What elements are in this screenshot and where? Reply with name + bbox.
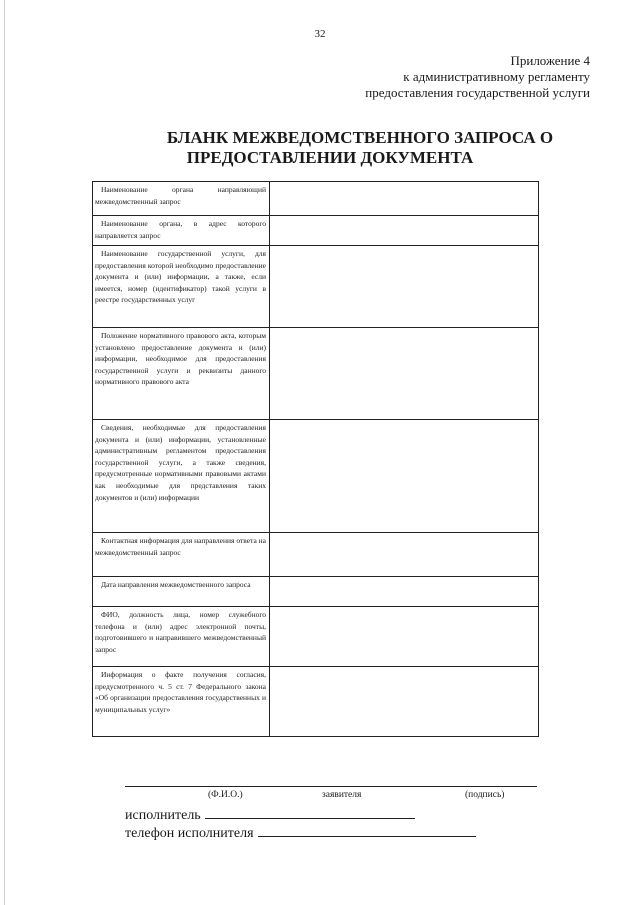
appendix-header xyxy=(365,53,590,101)
table-row xyxy=(93,420,539,533)
row-value-field[interactable] xyxy=(270,607,539,667)
table-row xyxy=(93,577,539,607)
row-value-field[interactable] xyxy=(270,420,539,533)
signature-line[interactable] xyxy=(125,786,537,787)
form-title xyxy=(0,128,640,168)
executor-row xyxy=(125,806,415,824)
table-row xyxy=(93,328,539,420)
table-row xyxy=(93,182,539,216)
row-value-field[interactable] xyxy=(270,577,539,607)
row-value-field[interactable] xyxy=(270,182,539,216)
row-value-field[interactable] xyxy=(270,216,539,246)
applicant-caption: заявителя xyxy=(322,790,362,800)
row-label: Информация о факте получения согласия, предусмотренного ч. 5 ст. 7 Федерального закона «Об организации предоставления государственных и муниципальных услуг» xyxy=(93,667,270,737)
row-label: Контактная информация для направления ответа на межведомственный запрос xyxy=(93,533,270,577)
appendix-line: к административному регламенту xyxy=(403,69,590,84)
executor-phone-label: телефон исполнителя xyxy=(125,826,254,841)
executor-phone-field[interactable] xyxy=(258,824,476,837)
signature-caption: (подпись) xyxy=(465,790,505,800)
executor-field[interactable] xyxy=(205,806,415,819)
appendix-line: Приложение 4 xyxy=(510,53,590,68)
row-label: Положение нормативного правового акта, которым установлено предоставление документа и (или) информации, необходимое для предоставления государственной услуги и реквизиты данного нормативного правового акта xyxy=(93,328,270,420)
row-label: Наименование органа направляющий межведомственный запрос xyxy=(93,182,270,216)
row-value-field[interactable] xyxy=(270,667,539,737)
table-row xyxy=(93,667,539,737)
row-label: Наименование органа, в адрес которого направляется запрос xyxy=(93,216,270,246)
executor-phone-row xyxy=(125,824,476,842)
page-number: 32 xyxy=(314,28,326,40)
title-line: БЛАНК МЕЖВЕДОМСТВЕННОГО ЗАПРОСА О xyxy=(166,128,554,147)
table-row xyxy=(93,607,539,667)
row-label: Наименование государственной услуги, для предоставления которой необходимо предоставление документа и (или) информации, а также, если имеется, номер (идентификатор) такой услуги в реестре государственных услуг xyxy=(93,246,270,328)
executor-label: исполнитель xyxy=(125,808,201,823)
row-value-field[interactable] xyxy=(270,328,539,420)
fio-caption: (Ф.И.О.) xyxy=(208,790,243,800)
row-value-field[interactable] xyxy=(270,533,539,577)
row-label: ФИО, должность лица, номер служебного телефона и (или) адрес электронной почты, подготовившего и направившего межведомственный запрос xyxy=(93,607,270,667)
table-row xyxy=(93,216,539,246)
row-value-field[interactable] xyxy=(270,246,539,328)
request-form-table xyxy=(92,181,539,737)
title-line: ПРЕДОСТАВЛЕНИИ ДОКУМЕНТА xyxy=(186,148,474,167)
row-label: Сведения, необходимые для предоставления документа и (или) информации, установленные административным регламентом предоставления государственной услуги, а также сведения, предусмотренные нормативными правовыми актами как необходимые для представления таких документов и (или) информации xyxy=(93,420,270,533)
table-row xyxy=(93,533,539,577)
appendix-line: предоставления государственной услуги xyxy=(365,85,590,100)
table-row xyxy=(93,246,539,328)
row-label: Дата направления межведомственного запроса xyxy=(93,577,270,607)
